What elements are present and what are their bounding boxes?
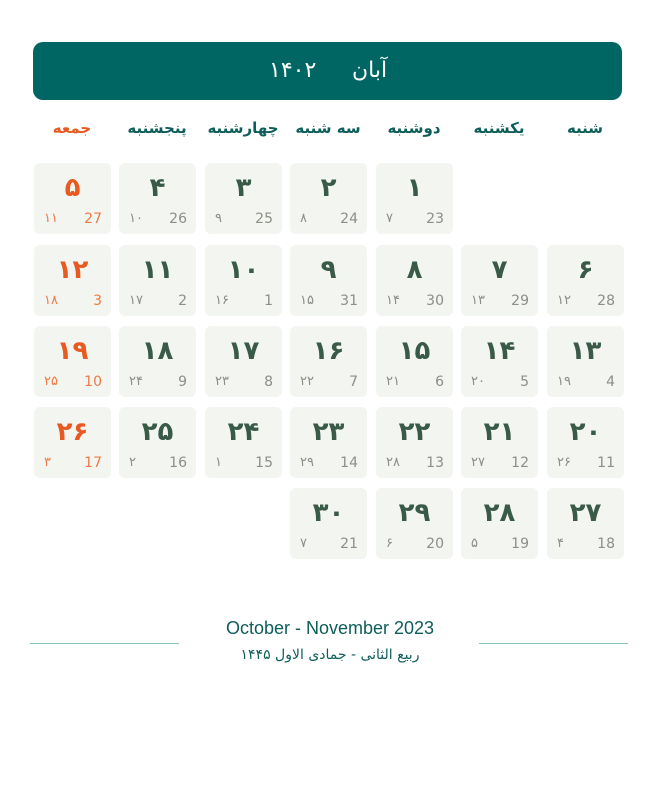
gregorian-day-number: 19 <box>511 536 529 552</box>
gregorian-day-number: 30 <box>426 293 444 309</box>
gregorian-day-number: 18 <box>597 536 615 552</box>
day-cell[interactable] <box>205 245 282 316</box>
hijri-day-number: ۱۰ <box>129 211 143 226</box>
hijri-day-number: ۱ <box>215 455 222 470</box>
hijri-day-number: ۱۱ <box>44 211 58 226</box>
persian-day-number: ۸ <box>406 255 423 285</box>
persian-day-number: ۱۶ <box>312 336 345 366</box>
footer-divider-left <box>30 643 179 644</box>
gregorian-day-number: 14 <box>340 455 358 471</box>
day-cell[interactable] <box>547 407 624 478</box>
hijri-day-number: ۸ <box>300 211 307 226</box>
hijri-day-number: ۹ <box>215 211 222 226</box>
gregorian-day-number: 25 <box>255 211 273 227</box>
hijri-day-number: ۲۶ <box>557 455 571 470</box>
hijri-day-number: ۲۲ <box>300 374 314 389</box>
persian-day-number: ۲۸ <box>483 498 516 528</box>
hijri-day-number: ۲۳ <box>215 374 229 389</box>
gregorian-day-number: 3 <box>93 293 102 309</box>
year-title: ۱۴۰۲ <box>269 58 317 83</box>
hijri-day-number: ۱۸ <box>44 293 58 308</box>
hijri-day-number: ۲۷ <box>471 455 485 470</box>
hijri-day-number: ۱۳ <box>471 293 485 308</box>
persian-day-number: ۲۰ <box>569 417 602 447</box>
hijri-day-number: ۶ <box>386 536 393 551</box>
hijri-day-number: ۱۷ <box>129 293 143 308</box>
day-cell[interactable] <box>461 326 538 397</box>
gregorian-day-number: 13 <box>426 455 444 471</box>
persian-day-number: ۵ <box>64 173 81 203</box>
persian-day-number: ۱۳ <box>569 336 602 366</box>
gregorian-day-number: 7 <box>349 374 358 390</box>
hijri-day-number: ۷ <box>386 211 393 226</box>
day-cell[interactable] <box>461 488 538 559</box>
day-cell[interactable] <box>290 245 367 316</box>
weekday-tuesday: سه شنبه <box>295 119 361 137</box>
weekday-friday: جمعه <box>52 119 92 137</box>
persian-day-number: ۳ <box>235 173 252 203</box>
day-cell[interactable] <box>290 163 367 234</box>
day-cell[interactable] <box>461 407 538 478</box>
persian-day-number: ۱۲ <box>56 255 89 285</box>
gregorian-day-number: 2 <box>178 293 187 309</box>
gregorian-day-number: 21 <box>340 536 358 552</box>
hijri-day-number: ۲۱ <box>386 374 400 389</box>
hijri-day-number: ۱۴ <box>386 293 400 308</box>
day-cell[interactable] <box>205 407 282 478</box>
day-cell[interactable] <box>376 326 453 397</box>
hijri-day-number: ۵ <box>471 536 478 551</box>
weekday-wednesday: چهارشنبه <box>207 119 279 137</box>
persian-day-number: ۲۱ <box>483 417 516 447</box>
month-title: آبان <box>352 58 388 83</box>
day-cell[interactable] <box>119 326 196 397</box>
day-cell[interactable] <box>547 488 624 559</box>
persian-day-number: ۲۵ <box>141 417 174 447</box>
gregorian-day-number: 10 <box>84 374 102 390</box>
persian-day-number: ۳۰ <box>312 498 345 528</box>
hijri-day-number: ۲۹ <box>300 455 314 470</box>
day-cell[interactable] <box>461 245 538 316</box>
persian-day-number: ۱۴ <box>483 336 516 366</box>
persian-day-number: ۲۶ <box>56 417 89 447</box>
day-cell[interactable] <box>119 163 196 234</box>
gregorian-day-number: 29 <box>511 293 529 309</box>
persian-day-number: ۲ <box>320 173 337 203</box>
gregorian-day-number: 24 <box>340 211 358 227</box>
persian-day-number: ۲۲ <box>398 417 431 447</box>
hijri-day-number: ۴ <box>557 536 564 551</box>
day-cell[interactable] <box>290 488 367 559</box>
hijri-day-number: ۱۹ <box>557 374 571 389</box>
day-cell[interactable] <box>547 245 624 316</box>
day-cell[interactable] <box>119 407 196 478</box>
persian-day-number: ۱۱ <box>141 255 174 285</box>
day-cell[interactable] <box>376 245 453 316</box>
day-cell[interactable] <box>290 407 367 478</box>
persian-day-number: ۹ <box>320 255 337 285</box>
hijri-day-number: ۲۸ <box>386 455 400 470</box>
day-cell[interactable] <box>119 245 196 316</box>
persian-day-number: ۱۸ <box>141 336 174 366</box>
hijri-day-number: ۳ <box>44 455 51 470</box>
footer-divider-right <box>479 643 628 644</box>
hijri-day-number: ۱۶ <box>215 293 229 308</box>
hijri-day-number: ۲۵ <box>44 374 58 389</box>
day-cell[interactable] <box>205 326 282 397</box>
gregorian-day-number: 23 <box>426 211 444 227</box>
day-cell[interactable] <box>34 326 111 397</box>
persian-day-number: ۲۷ <box>569 498 602 528</box>
hijri-day-number: ۲۴ <box>129 374 143 389</box>
persian-day-number: ۱۹ <box>56 336 89 366</box>
gregorian-day-number: 26 <box>169 211 187 227</box>
persian-day-number: ۲۹ <box>398 498 431 528</box>
persian-day-number: ۱۰ <box>227 255 260 285</box>
persian-day-number: ۷ <box>491 255 508 285</box>
persian-day-number: ۱۵ <box>398 336 431 366</box>
day-cell[interactable] <box>376 407 453 478</box>
hijri-day-number: ۱۵ <box>300 293 314 308</box>
gregorian-day-number: 11 <box>597 455 615 471</box>
day-cell[interactable] <box>376 163 453 234</box>
day-cell[interactable] <box>205 163 282 234</box>
gregorian-day-number: 12 <box>511 455 529 471</box>
gregorian-day-number: 17 <box>84 455 102 471</box>
weekday-thursday: پنجشنبه <box>127 119 187 137</box>
gregorian-day-number: 31 <box>340 293 358 309</box>
weekday-sunday: یکشنبه <box>473 119 525 137</box>
day-cell[interactable] <box>290 326 367 397</box>
gregorian-months: October - November 2023 <box>225 618 435 638</box>
gregorian-day-number: 16 <box>169 455 187 471</box>
gregorian-day-number: 20 <box>426 536 444 552</box>
hijri-day-number: ۱۲ <box>557 293 571 308</box>
day-cell[interactable] <box>34 245 111 316</box>
gregorian-day-number: 5 <box>520 374 529 390</box>
hijri-day-number: ۲۰ <box>471 374 485 389</box>
day-cell[interactable] <box>376 488 453 559</box>
weekday-monday: دوشنبه <box>387 119 441 137</box>
day-cell[interactable] <box>34 407 111 478</box>
gregorian-day-number: 27 <box>84 211 102 227</box>
persian-day-number: ۶ <box>577 255 594 285</box>
day-cell[interactable] <box>547 326 624 397</box>
gregorian-day-number: 6 <box>435 374 444 390</box>
gregorian-day-number: 28 <box>597 293 615 309</box>
gregorian-day-number: 1 <box>264 293 273 309</box>
hijri-day-number: ۲ <box>129 455 136 470</box>
gregorian-day-number: 9 <box>178 374 187 390</box>
persian-day-number: ۱۷ <box>227 336 260 366</box>
persian-day-number: ۲۴ <box>227 417 260 447</box>
persian-day-number: ۲۳ <box>312 417 345 447</box>
weekday-saturday: شنبه <box>566 119 604 137</box>
persian-day-number: ۴ <box>149 173 166 203</box>
gregorian-day-number: 8 <box>264 374 273 390</box>
gregorian-day-number: 4 <box>606 374 615 390</box>
hijri-months: ربیع الثانی - جمادی الاول ۱۴۴۵ <box>240 647 420 663</box>
persian-day-number: ۱ <box>406 173 423 203</box>
hijri-day-number: ۷ <box>300 536 307 551</box>
day-cell[interactable] <box>34 163 111 234</box>
gregorian-day-number: 15 <box>255 455 273 471</box>
